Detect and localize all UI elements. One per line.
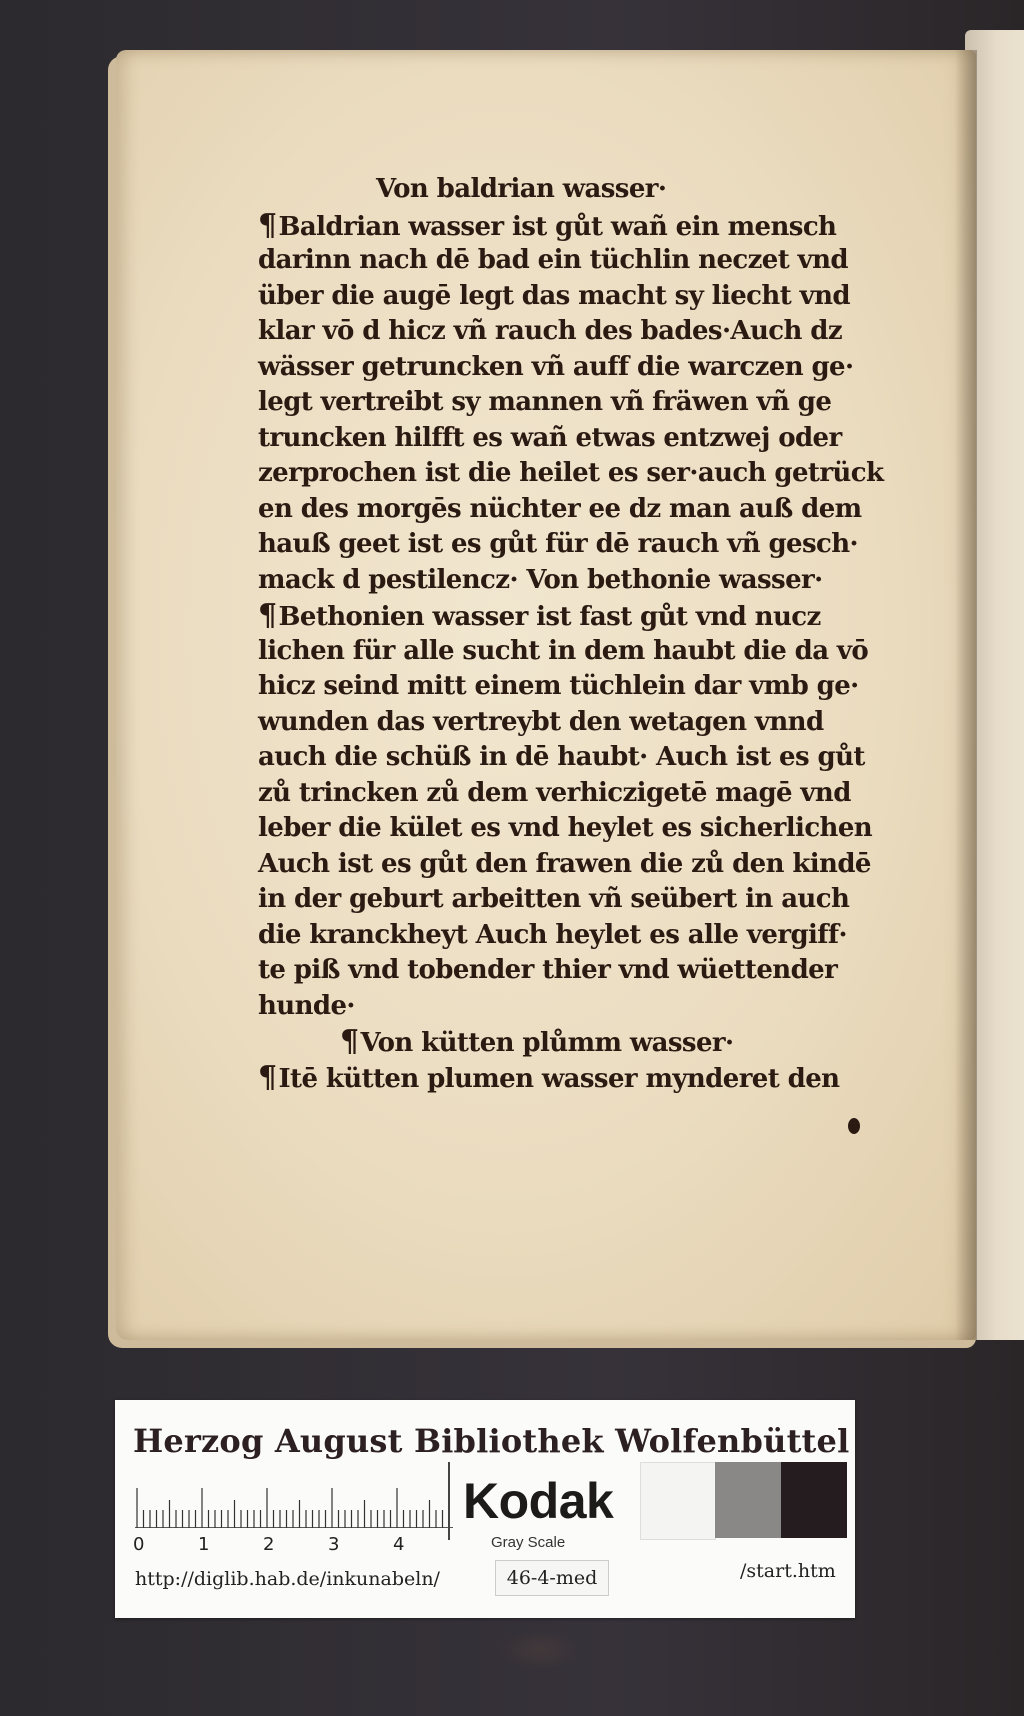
text-line: zů trincken zů dem verhiczigetē magē vnd [258, 777, 851, 808]
text-line: leber die kület es vnd heylet es sicherlichen [258, 813, 873, 843]
text-line: wunden das vertreybt den wetagen vnnd [258, 706, 824, 737]
text-line: hicz seind mitt einem tüchlein dar vmb ge· [258, 671, 859, 701]
ink-spot [848, 1118, 860, 1134]
text-line: en des morgēs nüchter ee dz man auß dem [258, 493, 862, 524]
text-line: te piß vnd tobender thier vnd wüettender [258, 955, 838, 985]
ruler-label: 3 [328, 1534, 340, 1555]
text-line: ¶Itē kütten plumen wasser mynderet den [258, 1059, 840, 1095]
blur-artifact [500, 1630, 580, 1670]
kodak-logo: Kodak [463, 1473, 614, 1529]
text-line: ¶Bethonien wasser ist fast gůt vnd nucz [258, 598, 821, 633]
text-line: mack d pestilencz· Von bethonie wasser· [258, 564, 823, 595]
text-line: auch die schüß in dē haubt· Auch ist es gůt [258, 742, 865, 772]
gray-swatch-mid [715, 1462, 781, 1538]
url-prefix: http://diglib.hab.de/inkunabeln/ [135, 1568, 440, 1590]
ruler-label: 2 [263, 1534, 275, 1555]
gray-swatch-light [640, 1462, 716, 1540]
heading-baldrian: Von baldrian wasser· [376, 174, 667, 204]
library-label-card [115, 1400, 855, 1618]
pilcrow-icon: ¶ [258, 1059, 277, 1095]
ruler-label: 1 [198, 1534, 210, 1555]
text-line: lichen für alle sucht in dem haubt die da vō [258, 635, 869, 666]
text-line: hauß geet ist es gůt für dē rauch vñ gesch· [258, 529, 858, 559]
text-line: klar vō d hicz vñ rauch des bades·Auch dz [258, 316, 843, 346]
ruler-label: 4 [393, 1534, 405, 1555]
url-shelfmark: 46-4-med [495, 1560, 609, 1596]
pilcrow-icon: ¶ [340, 1024, 359, 1059]
text-line: in der geburt arbeitten vñ seübert in auch [258, 884, 850, 914]
gray-scale-caption: Gray Scale [491, 1534, 566, 1551]
library-title: Herzog August Bibliothek Wolfenbüttel [133, 1422, 850, 1460]
url-suffix: /start.htm [740, 1560, 836, 1582]
text-line: zerprochen ist die heilet es ser·auch getrück [258, 458, 884, 488]
text-line: legt vertreibt sy mannen vñ fräwen vñ ge [258, 387, 832, 417]
text-line: die kranckheyt Auch heylet es alle vergiff· [258, 919, 847, 950]
pilcrow-icon: ¶ [258, 598, 277, 633]
ruler-label: 0 [133, 1534, 145, 1555]
text-line: Auch ist es gůt den frawen die zů den kindē [258, 848, 871, 879]
text-line: ¶Baldrian wasser ist gůt wañ ein mensch [258, 207, 837, 243]
text-line: über die augē legt das macht sy liecht vnd [258, 280, 850, 311]
text-line: hunde· [258, 990, 355, 1021]
text-line: truncken hilfft es wañ etwas entzwej oder [258, 422, 842, 453]
text-line: darinn nach dē bad ein tüchlin neczet vnd [258, 245, 848, 275]
ruler-ticks [135, 1488, 453, 1528]
pilcrow-icon: ¶ [258, 207, 277, 243]
gutter-shadow [955, 50, 977, 1340]
ruler [135, 1488, 453, 1558]
incunable-text-block [258, 172, 898, 1095]
text-line: wässer getruncken vñ auff die warczen ge· [258, 351, 854, 382]
heading-kuetten: ¶Von kütten plůmm wasser· [340, 1024, 734, 1059]
gray-swatch-dark [781, 1462, 847, 1538]
